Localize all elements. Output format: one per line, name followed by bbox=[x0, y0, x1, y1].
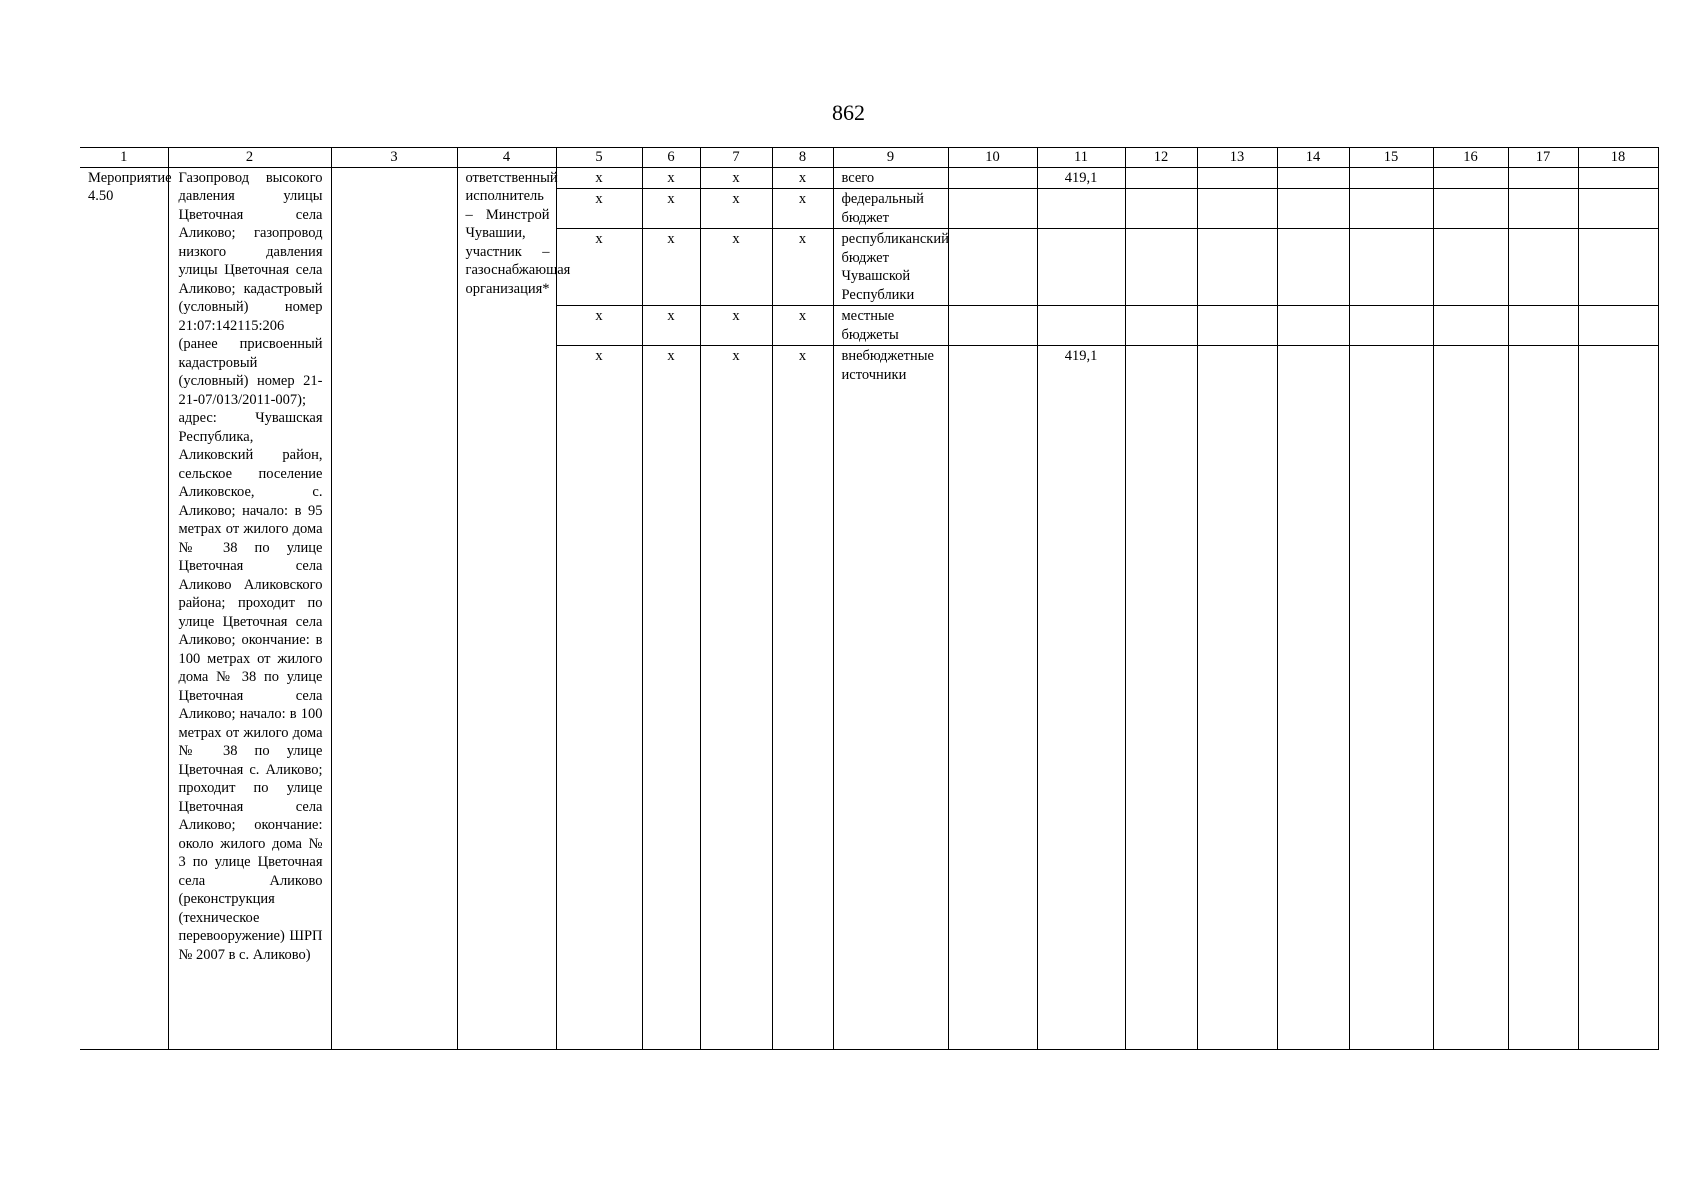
funding-row bbox=[80, 167, 1658, 189]
column-header: 8 bbox=[772, 148, 833, 168]
column-header: 5 bbox=[556, 148, 642, 168]
program-table bbox=[80, 147, 1659, 1050]
cell-c5: x bbox=[556, 189, 642, 229]
cell-c15 bbox=[1349, 189, 1433, 229]
cell-c14 bbox=[1277, 229, 1349, 306]
cell-c16 bbox=[1433, 306, 1508, 346]
object-name-cell: Газопровод высокого давления улицы Цветочная села Аликово; газопровод низкого давления улицы Цветочная села Аликово; кадастровый (условный) номер 21:07:142115:206 (ранее присвоенный кадастровый (условный) номер 21-21-07/013/2011-007); адрес: Чувашская Республика, Аликовский район, сельское поселение Аликовское, с. Аликово; начало: в 95 метрах от жилого дома № 38 по улице Цветочная села Аликово Аликовского района; проходит по улице Цветочная села Аликово; окончание: в 100 метрах от жилого дома № 38 по улице Цветочная села Аликово; начало: в 100 метрах от жилого дома № 38 по улице Цветочная с. Аликово; проходит по улице Цветочная села Аликово; окончание: около жилого дома № 3 по улице Цветочная села Аликово (реконструкция (техническое перевооружение) ШРП № 2007 в с. Аликово) bbox=[168, 167, 331, 1050]
cell-c12 bbox=[1125, 189, 1197, 229]
cell-c13 bbox=[1197, 167, 1277, 189]
cell-c15 bbox=[1349, 306, 1433, 346]
cell-c14 bbox=[1277, 189, 1349, 229]
column-header: 9 bbox=[833, 148, 948, 168]
cell-c16 bbox=[1433, 229, 1508, 306]
cell-c15 bbox=[1349, 346, 1433, 1050]
cell-c17 bbox=[1508, 189, 1578, 229]
cell-c18 bbox=[1578, 167, 1658, 189]
cell-c5: x bbox=[556, 229, 642, 306]
cell-c8: x bbox=[772, 346, 833, 1050]
column-header: 7 bbox=[700, 148, 772, 168]
cell-c13 bbox=[1197, 306, 1277, 346]
cell-c8: x bbox=[772, 306, 833, 346]
funding-source: федеральный бюджет bbox=[833, 189, 948, 229]
cell-c10 bbox=[948, 189, 1037, 229]
column-header: 15 bbox=[1349, 148, 1433, 168]
cell-c10 bbox=[948, 346, 1037, 1050]
cell-c18 bbox=[1578, 306, 1658, 346]
page-number: 862 bbox=[832, 100, 865, 125]
column-header: 16 bbox=[1433, 148, 1508, 168]
cell-c15 bbox=[1349, 167, 1433, 189]
cell-c12 bbox=[1125, 346, 1197, 1050]
column-header: 14 bbox=[1277, 148, 1349, 168]
cell-c17 bbox=[1508, 167, 1578, 189]
cell-c17 bbox=[1508, 229, 1578, 306]
cell-c5: x bbox=[556, 306, 642, 346]
executor-cell: ответственный исполнитель – Минстрой Чувашии, участник – газоснабжающая организация* bbox=[457, 167, 556, 1050]
cell-c12 bbox=[1125, 306, 1197, 346]
cell-c18 bbox=[1578, 189, 1658, 229]
cell-c11 bbox=[1037, 306, 1125, 346]
measure-cell: Мероприятие 4.50 bbox=[80, 167, 168, 1050]
cell-c13 bbox=[1197, 229, 1277, 306]
cell-c6: x bbox=[642, 229, 700, 306]
cell-c7: x bbox=[700, 189, 772, 229]
cell-c6: x bbox=[642, 189, 700, 229]
column-header: 10 bbox=[948, 148, 1037, 168]
cell-c11: 419,1 bbox=[1037, 167, 1125, 189]
cell-c5: x bbox=[556, 167, 642, 189]
cell-c13 bbox=[1197, 346, 1277, 1050]
cell-c18 bbox=[1578, 346, 1658, 1050]
column-header: 2 bbox=[168, 148, 331, 168]
column-header: 18 bbox=[1578, 148, 1658, 168]
column-3-cell bbox=[331, 167, 457, 1050]
cell-c12 bbox=[1125, 229, 1197, 306]
column-header: 13 bbox=[1197, 148, 1277, 168]
column-header: 6 bbox=[642, 148, 700, 168]
cell-c7: x bbox=[700, 306, 772, 346]
funding-source: республиканский бюджет Чувашской Республики bbox=[833, 229, 948, 306]
cell-c7: x bbox=[700, 229, 772, 306]
cell-c14 bbox=[1277, 346, 1349, 1050]
cell-c8: x bbox=[772, 167, 833, 189]
cell-c16 bbox=[1433, 189, 1508, 229]
cell-c5: x bbox=[556, 346, 642, 1050]
cell-c11 bbox=[1037, 229, 1125, 306]
column-header: 11 bbox=[1037, 148, 1125, 168]
cell-c18 bbox=[1578, 229, 1658, 306]
cell-c7: x bbox=[700, 346, 772, 1050]
cell-c12 bbox=[1125, 167, 1197, 189]
funding-source: внебюджетные источники bbox=[833, 346, 948, 1050]
cell-c10 bbox=[948, 167, 1037, 189]
funding-source: местные бюджеты bbox=[833, 306, 948, 346]
cell-c11: 419,1 bbox=[1037, 346, 1125, 1050]
column-header: 12 bbox=[1125, 148, 1197, 168]
cell-c16 bbox=[1433, 167, 1508, 189]
cell-c14 bbox=[1277, 167, 1349, 189]
cell-c16 bbox=[1433, 346, 1508, 1050]
cell-c11 bbox=[1037, 189, 1125, 229]
cell-c8: x bbox=[772, 189, 833, 229]
column-header: 1 bbox=[80, 148, 168, 168]
cell-c17 bbox=[1508, 306, 1578, 346]
cell-c10 bbox=[948, 306, 1037, 346]
column-header: 17 bbox=[1508, 148, 1578, 168]
cell-c15 bbox=[1349, 229, 1433, 306]
cell-c7: x bbox=[700, 167, 772, 189]
funding-source: всего bbox=[833, 167, 948, 189]
cell-c6: x bbox=[642, 306, 700, 346]
cell-c8: x bbox=[772, 229, 833, 306]
column-header: 3 bbox=[331, 148, 457, 168]
cell-c17 bbox=[1508, 346, 1578, 1050]
column-header: 4 bbox=[457, 148, 556, 168]
cell-c6: x bbox=[642, 346, 700, 1050]
cell-c6: x bbox=[642, 167, 700, 189]
header-row bbox=[80, 148, 1658, 168]
cell-c10 bbox=[948, 229, 1037, 306]
cell-c14 bbox=[1277, 306, 1349, 346]
cell-c13 bbox=[1197, 189, 1277, 229]
